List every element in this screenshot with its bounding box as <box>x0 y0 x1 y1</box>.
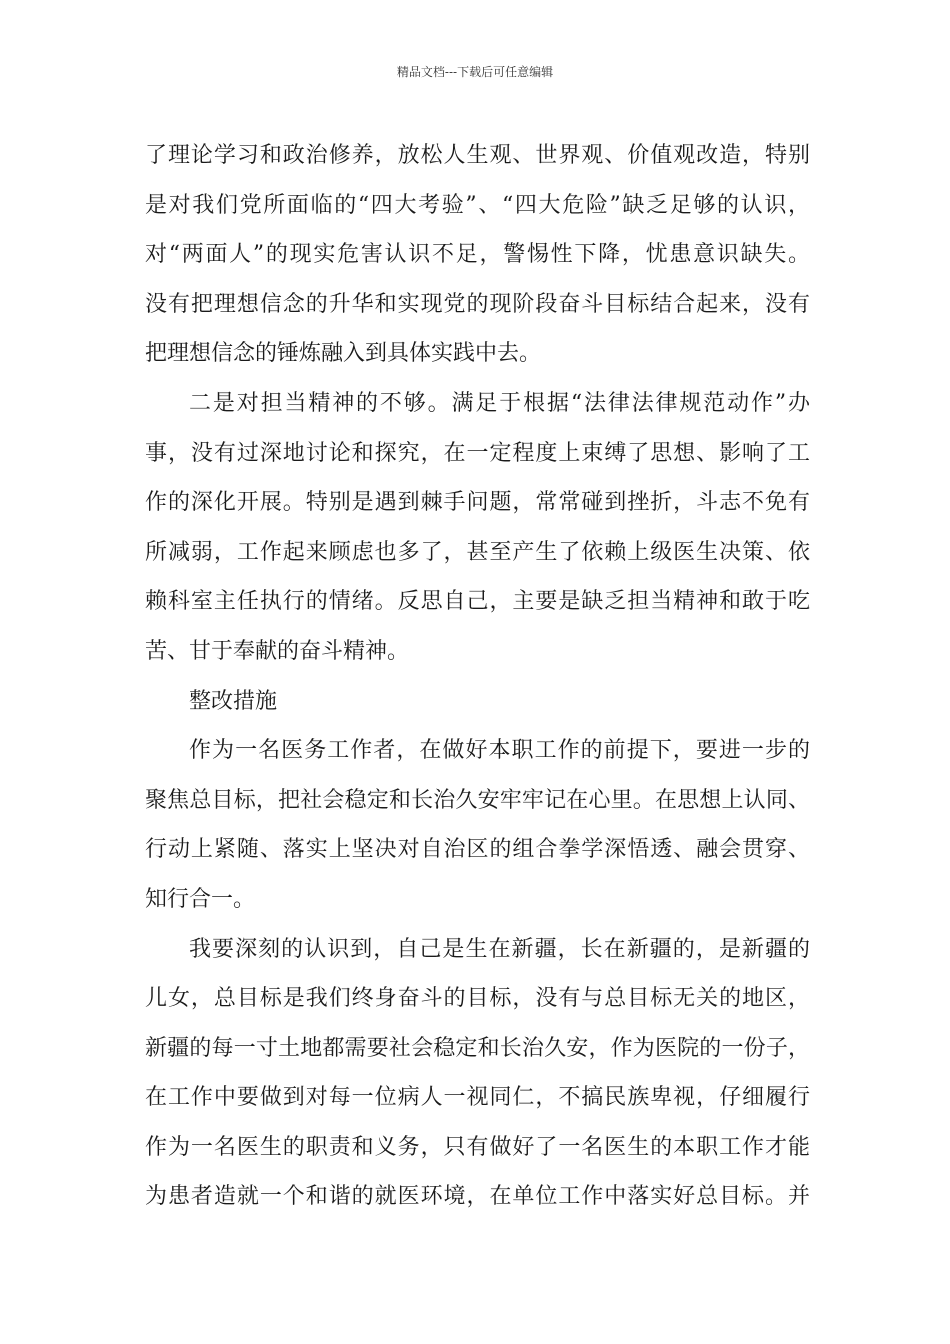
text-line: 知行合一。 <box>145 886 256 912</box>
text-line: 作的深化开展。特别是遇到棘手问题，常常碰到挫折，斗志不免有 <box>145 490 810 516</box>
text-line: 我要深刻的认识到，自己是生在新疆，长在新疆的，是新疆的 <box>189 936 810 962</box>
text-line: 儿女，总目标是我们终身奋斗的目标，没有与总目标无关的地区， <box>145 986 810 1012</box>
text-line: 作为一名医务工作者，在做好本职工作的前提下，要进一步的 <box>189 738 810 764</box>
text-line: 赖科室主任执行的情绪。反思自己，主要是缺乏担当精神和敢于吃 <box>145 589 810 615</box>
text-line: 把理想信念的锤炼融入到具体实践中去。 <box>145 341 542 367</box>
text-line: 对“两面人”的现实危害认识不足，警惕性下降，忧患意识缺失。 <box>145 242 810 268</box>
text-line: 在工作中要做到对每一位病人一视同仁，不搞民族卑视，仔细履行 <box>145 1085 810 1111</box>
text-line: 聚焦总目标，把社会稳定和长治久安牢牢记在心里。在思想上认同、 <box>145 787 810 813</box>
text-line: 作为一名医生的职责和义务，只有做好了一名医生的本职工作才能 <box>145 1134 810 1160</box>
text-line: 了理论学习和政治修养，放松人生观、世界观、价值观改造，特别 <box>145 143 810 168</box>
text-line: 为患者造就一个和谐的就医环境，在单位工作中落实好总目标。并 <box>145 1184 810 1210</box>
text-line: 二是对担当精神的不够。满足于根据“法律法律规范动作”办 <box>189 390 810 416</box>
text-line: 苦、甘于奉献的奋斗精神。 <box>145 638 410 664</box>
text-line: 行动上紧随、落实上坚决对自治区的组合拳学深悟透、融会贯穿、 <box>145 837 810 863</box>
page-header: 精品文档---下载后可任意编辑 <box>396 65 554 79</box>
document-body <box>145 131 810 1222</box>
text-line: 没有把理想信念的升华和实现党的现阶段奋斗目标结合起来，没有 <box>145 291 810 317</box>
text-line: 所减弱，工作起来顾虑也多了，甚至产生了依赖上级医生决策、依 <box>145 539 810 565</box>
text-line: 是对我们党所面临的“四大考验”、“四大危险”缺乏足够的认识， <box>145 192 810 218</box>
section-heading: 整改措施 <box>189 688 278 714</box>
text-line: 事，没有过深地讨论和探究，在一定程度上束缚了思想、影响了工 <box>145 440 810 466</box>
text-line: 新疆的每一寸土地都需要社会稳定和长治久安，作为医院的一份子， <box>145 1035 810 1061</box>
